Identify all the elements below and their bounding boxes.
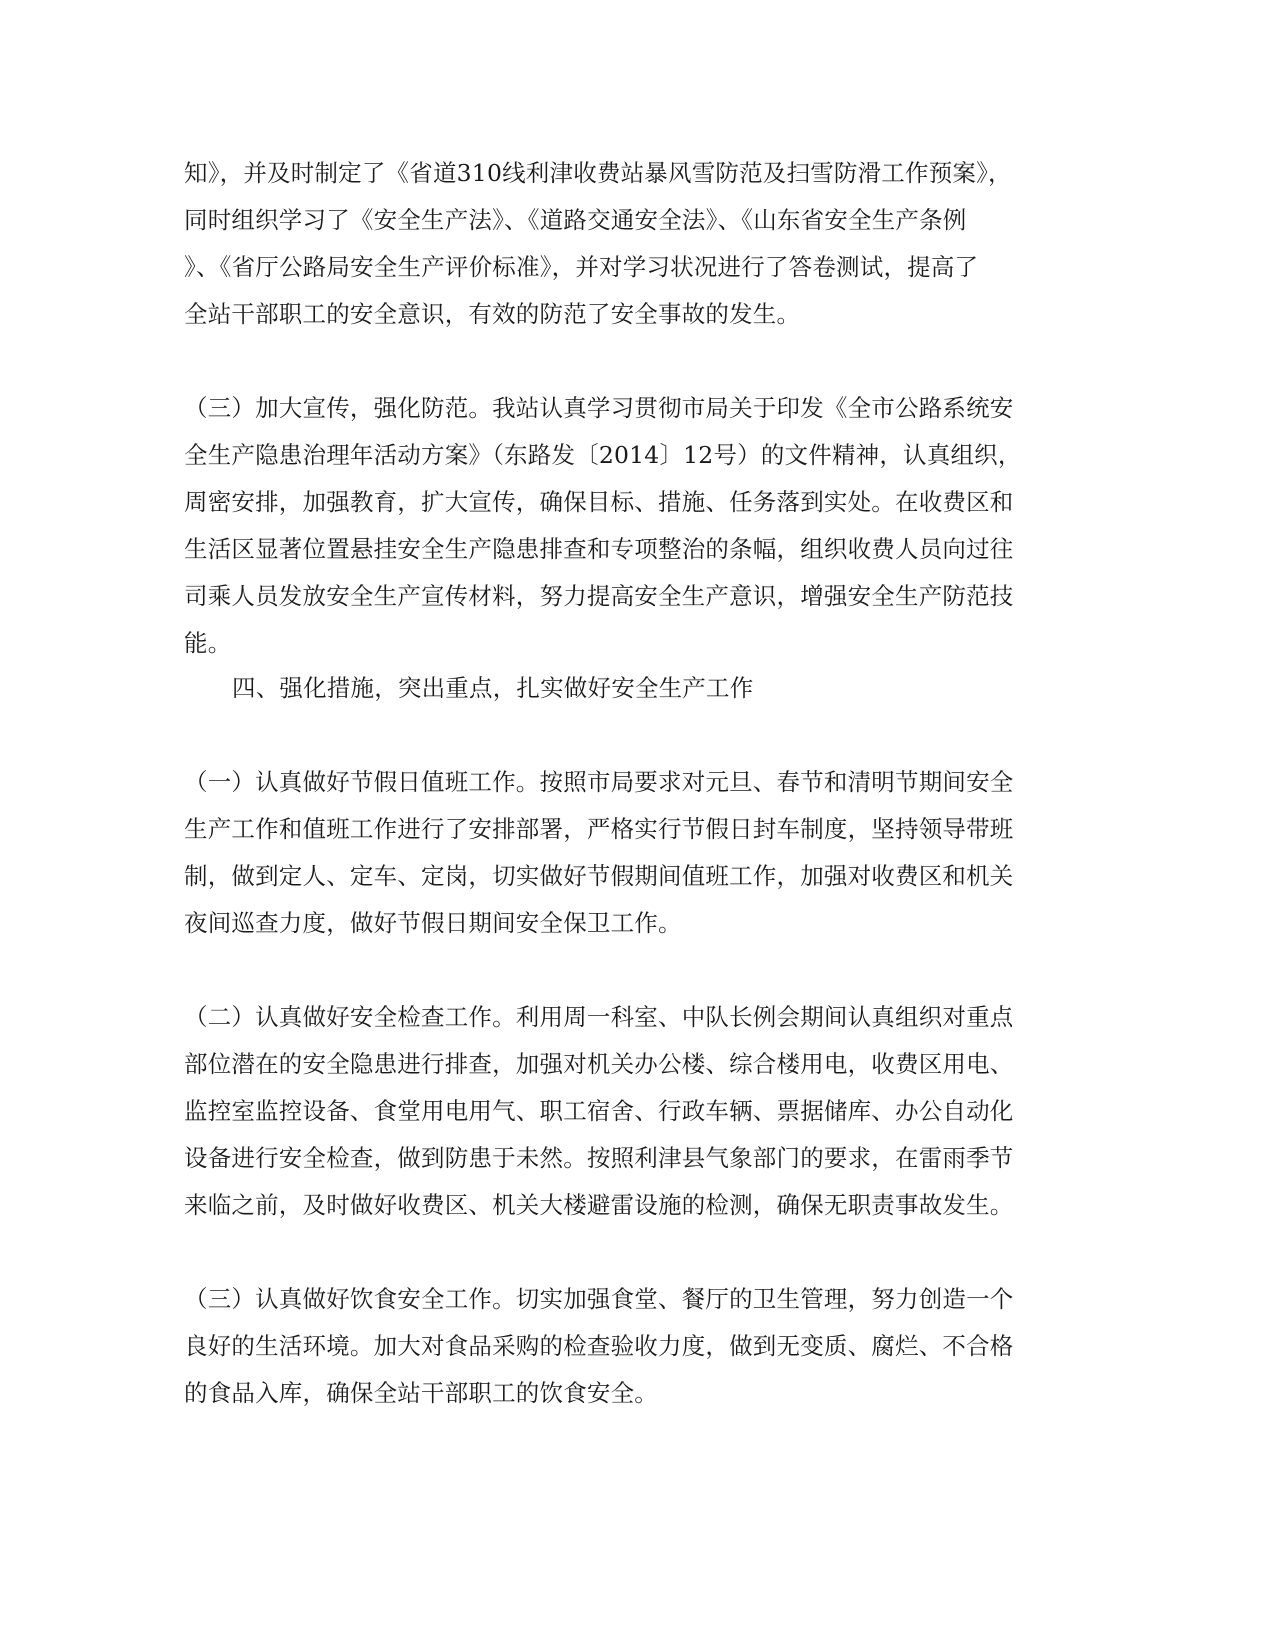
text-line: （一）认真做好节假日值班工作。按照市局要求对元旦、春节和清明节期间安全 (184, 768, 1014, 796)
text-line: 夜间巡查力度，做好节假日期间安全保卫工作。 (184, 909, 682, 937)
text-line: 知》，并及时制定了《省道310线利津收费站暴风雪防范及扫雪防滑工作预案》， (184, 159, 1012, 187)
text-line: 监控室监控设备、食堂用电用气、职工宿舍、行政车辆、票据储库、办公自动化 (184, 1097, 1014, 1125)
text-line: 制，做到定人、定车、定岗，切实做好节假期间值班工作，加强对收费区和机关 (184, 862, 1014, 890)
text-line: （三）加大宣传，强化防范。我站认真学习贯彻市局关于印发《全市公路系统安 (184, 394, 1014, 422)
section-heading: 四、强化措施，突出重点，扎实做好安全生产工作 (232, 674, 754, 702)
text-line: 部位潜在的安全隐患进行排查，加强对机关办公楼、综合楼用电，收费区用电、 (184, 1050, 1014, 1078)
text-line: 生活区显著位置悬挂安全生产隐患排查和专项整治的条幅，组织收费人员向过往 (184, 535, 1014, 563)
text-line: （二）认真做好安全检查工作。利用周一科室、中队长例会期间认真组织对重点 (184, 1003, 1014, 1031)
text-line: 司乘人员发放安全生产宣传材料，努力提高安全生产意识，增强安全生产防范技 (184, 582, 1014, 610)
text-line: 良好的生活环境。加大对食品采购的检查验收力度，做到无变质、腐烂、不合格 (184, 1332, 1014, 1360)
text-line: 能。 (184, 629, 232, 657)
text-line: 周密安排，加强教育，扩大宣传，确保目标、措施、任务落到实处。在收费区和 (184, 488, 1014, 516)
text-line: 全生产隐患治理年活动方案》（东路发〔2014〕12号）的文件精神，认真组织， (184, 441, 1022, 469)
text-line: 来临之前，及时做好收费区、机关大楼避雷设施的检测，确保无职责事故发生。 (184, 1191, 1014, 1219)
text-line: 生产工作和值班工作进行了安排部署，严格实行节假日封车制度，坚持领导带班 (184, 815, 1014, 843)
text-line: （三）认真做好饮食安全工作。切实加强食堂、餐厅的卫生管理，努力创造一个 (184, 1285, 1014, 1313)
text-line: 同时组织学习了《安全生产法》、《道路交通安全法》、《山东省安全生产条例 (184, 206, 967, 234)
text-line: 设备进行安全检查，做到防患于未然。按照利津县气象部门的要求，在雷雨季节 (184, 1144, 1014, 1172)
text-line: 》、《省厅公路局安全生产评价标准》，并对学习状况进行了答卷测试，提高了 (184, 253, 979, 281)
text-line: 全站干部职工的安全意识，有效的防范了安全事故的发生。 (184, 300, 801, 328)
text-line: 的食品入库，确保全站干部职工的饮食安全。 (184, 1379, 658, 1407)
